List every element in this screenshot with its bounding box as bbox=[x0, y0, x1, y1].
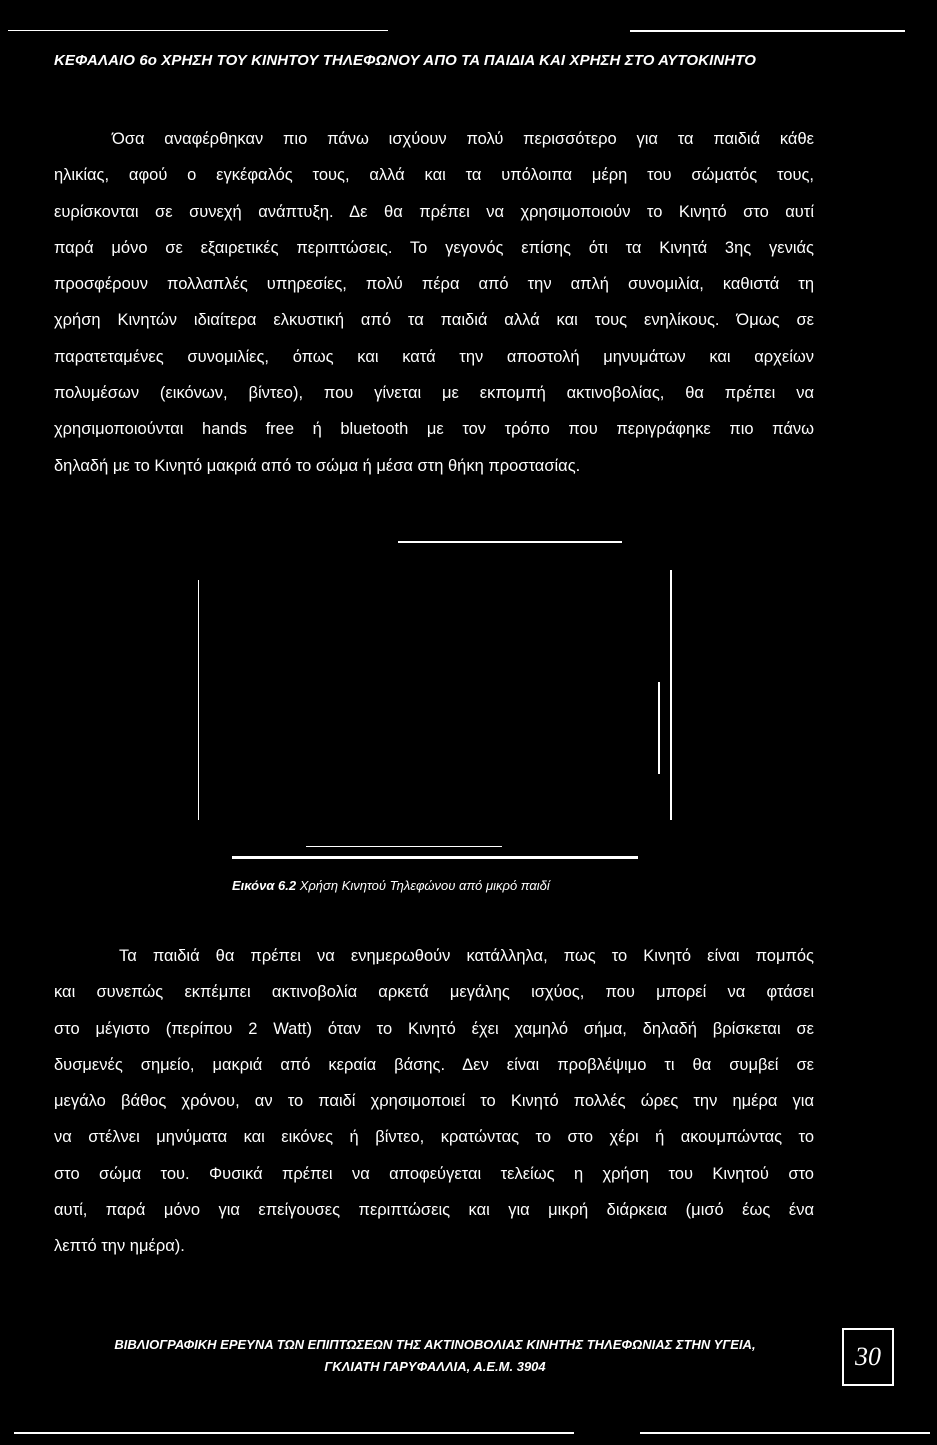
paragraph-line: ηλικίας, αφού ο εγκέφαλός τους, αλλά και τα υπόλοιπα μέρη του σώματός τους, bbox=[54, 166, 814, 185]
figure-bottom-rule-short bbox=[306, 846, 502, 847]
paragraph-line: παρά μόνο σε εξαιρετικές περιπτώσεις. Το γεγονός επίσης ότι τα Κινητά 3ης γενιάς bbox=[54, 238, 814, 257]
paragraph-line: Τα παιδιά θα πρέπει να ενημερωθούν κατάλληλα, πως το Κινητό είναι πομπός bbox=[119, 947, 814, 965]
figure-inner-edge bbox=[658, 682, 660, 774]
footer-line-2: ΓΚΛΙΑΤΗ ΓΑΡΥΦΑΛΛΙΑ, Α.Ε.Μ. 3904 bbox=[324, 1359, 546, 1374]
figure-bottom-rule bbox=[232, 856, 638, 859]
chapter-header: ΚΕΦΑΛΑΙΟ 6ο ΧΡΗΣΗ ΤΟΥ ΚΙΝΗΤΟΥ ΤΗΛΕΦΩΝΟΥ ΑΠΟ ΤΑ ΠΑΙΔΙΑ ΚΑΙ ΧΡΗΣΗ ΣΤΟ ΑΥΤΟΚΙΝΗΤΟ bbox=[54, 52, 756, 69]
paragraph-line: δυσμενές σημείο, μακριά από κεραία βάσης. Δεν είναι προβλέψιμο τι θα συμβεί σε bbox=[54, 1055, 814, 1074]
figure-image bbox=[198, 570, 672, 820]
caption-text: Χρήση Κινητού Τηλεφώνου από μικρό παιδί bbox=[299, 878, 550, 893]
paragraph-line: παρατεταμένες συνομιλίες, όπως και κατά την αποστολή μηνυμάτων και αρχείων bbox=[54, 347, 814, 366]
paragraph-line: προσφέρουν πολλαπλές υπηρεσίες, πολύ πέρα από την απλή συνομιλία, καθιστά τη bbox=[54, 275, 814, 294]
paragraph-line: και συνεπώς εκπέμπει ακτινοβολία αρκετά μεγάλης ισχύος, που μπορεί να φτάσει bbox=[54, 983, 814, 1002]
paragraph-line: να στέλνει μηνύματα και εικόνες ή βίντεο, κρατώντας το στο χέρι ή ακουμπώντας το bbox=[54, 1128, 814, 1147]
paragraph-line: στο μέγιστο (περίπου 2 Watt) όταν το Κινητό έχει χαμηλό σήμα, δηλαδή βρίσκεται σε bbox=[54, 1019, 814, 1038]
caption-label: Εικόνα 6.2 bbox=[232, 878, 297, 893]
top-rule-left bbox=[8, 30, 388, 31]
footer-line-1: ΒΙΒΛΙΟΓΡΑΦΙΚΗ ΕΡΕΥΝΑ ΤΩΝ ΕΠΙΠΤΩΣΕΩΝ ΤΗΣ ΑΚΤΙΝΟΒΟΛΙΑΣ ΚΙΝΗΤΗΣ ΤΗΛΕΦΩΝΙΑΣ ΣΤΗΝ ΥΓΕΙΑ, bbox=[114, 1337, 756, 1352]
paragraph-line: μεγάλο βάθος χρόνου, αν το παιδί χρησιμοποιεί το Κινητό πολλές ώρες την ημέρα για bbox=[54, 1092, 814, 1111]
page-number: 30 bbox=[842, 1328, 894, 1386]
paragraph-line: ευρίσκονται σε συνεχή ανάπτυξη. Δε θα πρέπει να χρησιμοποιούν το Κινητό στο αυτί bbox=[54, 202, 814, 221]
bottom-rule-left bbox=[14, 1432, 574, 1434]
figure-top-rule bbox=[398, 541, 622, 543]
paragraph-line: χρήση Κινητών ιδιαίτερα ελκυστική από τα παιδιά αλλά και τους ενηλίκους. Όμως σε bbox=[54, 311, 814, 330]
paragraph-line: δηλαδή με το Κινητό μακριά από το σώμα ή μέσα στη θήκη προστασίας. bbox=[54, 456, 581, 475]
paragraph-line: πολυμέσων (εικόνων, βίντεο), που γίνεται με εκπομπή ακτινοβολίας, θα πρέπει να bbox=[54, 384, 814, 403]
paragraph-line: λεπτό την ημέρα). bbox=[54, 1237, 185, 1256]
bottom-rule-right bbox=[640, 1432, 930, 1434]
top-rule-right bbox=[630, 30, 905, 32]
paragraph-line: χρησιμοποιούνται hands free ή bluetooth με τον τρόπο που περιγράφηκε πιο πάνω bbox=[54, 420, 814, 439]
footer bbox=[40, 1334, 830, 1378]
paragraph-line: στο σώμα του. Φυσικά πρέπει να αποφεύγεται τελείως η χρήση του Κινητού στο bbox=[54, 1164, 814, 1183]
paragraph-line: αυτί, παρά μόνο για επείγουσες περιπτώσεις και για μικρή διάρκεια (μισό έως ένα bbox=[54, 1201, 814, 1220]
figure-caption bbox=[232, 878, 550, 893]
figure-left-edge bbox=[198, 580, 199, 820]
paragraph-1 bbox=[54, 121, 814, 484]
paragraph-2 bbox=[54, 938, 814, 1265]
figure-right-edge bbox=[670, 570, 672, 820]
paragraph-line: Όσα αναφέρθηκαν πιο πάνω ισχύουν πολύ περισσότερο για τα παιδιά κάθε bbox=[112, 130, 814, 148]
